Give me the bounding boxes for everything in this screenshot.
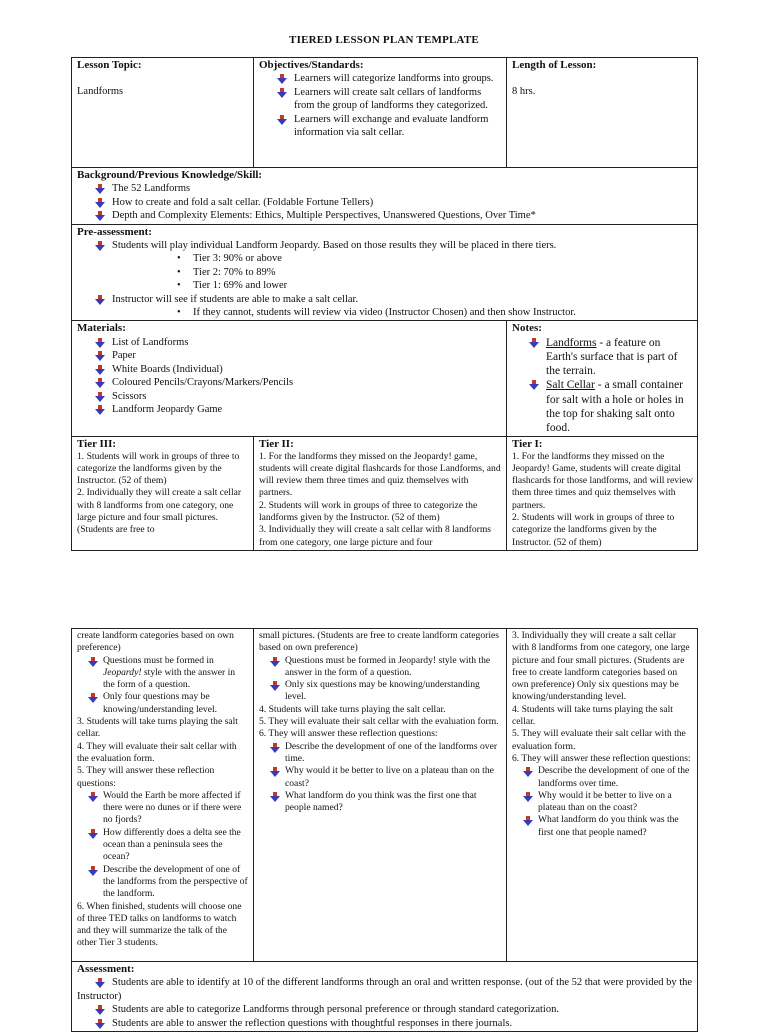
arrow-bullet-icon	[277, 115, 287, 125]
arrow-bullet-icon	[95, 978, 105, 988]
paragraph: 5. They will evaluate their salt cellar with the evaluation form.	[259, 716, 499, 728]
paragraph: 3. Individually they will create a salt cellar with 8 landforms from one category, one large picture and four small pictures. (Students are free to create landform categories based on own preference) Only six questions may be knowing/understanding level.	[512, 630, 690, 703]
arrow-bullet-icon	[95, 338, 105, 348]
paragraph: 4. Students will take turns playing the salt cellar.	[259, 703, 446, 715]
materials-label: Materials:	[77, 322, 126, 335]
arrow-bullet-icon	[270, 681, 280, 691]
arrow-bullet-icon	[95, 405, 105, 415]
list-item: Questions must be formed in Jeopardy! style with the answer in the form of a question.	[77, 655, 249, 692]
arrow-bullet-icon	[270, 743, 280, 753]
list-item: Salt Cellar - a small container for salt with a hole or holes in the top for shaking salt onto food.	[512, 378, 693, 435]
arrow-bullet-icon	[95, 198, 105, 208]
notes-cell	[507, 321, 698, 437]
list-item: Landform Jeopardy Game	[77, 403, 502, 416]
arrow-bullet-icon	[95, 1005, 105, 1015]
background-label: Background/Previous Knowledge/Skill:	[77, 169, 263, 181]
list-item: Students are able to answer the reflection questions with thoughtful responses in there journals.	[77, 1017, 693, 1030]
paragraph: 5. They will evaluate their salt cellar with the evaluation form.	[512, 728, 686, 752]
list-item: Landforms - a feature on Earth's surface that is part of the terrain.	[512, 336, 693, 379]
paragraph: 2. Students will work in groups of three to categorize the landforms given by the Instructor. (52 of them)	[512, 512, 675, 548]
arrow-bullet-icon	[523, 792, 533, 802]
arrow-bullet-icon	[88, 693, 98, 703]
list-item: Would the Earth be more affected if there were no dunes or if there were no fjords?	[77, 790, 249, 827]
list-item: The 52 Landforms	[77, 182, 693, 195]
arrow-bullet-icon	[88, 829, 98, 839]
paragraph: 6. They will answer these reflection questions:	[259, 728, 438, 740]
list-item: Learners will categorize landforms into groups.	[259, 72, 502, 85]
paragraph: 3. Individually they will create a salt cellar with 8 landforms from one category, one large picture and four	[259, 524, 492, 548]
arrow-bullet-icon	[88, 657, 98, 667]
list-item: Only four questions may be knowing/understanding level.	[77, 691, 249, 716]
list-item: Describe the development of one of the landforms over time.	[512, 765, 693, 790]
list-item: What landform do you think was the first one that people named?	[512, 814, 693, 839]
objectives-cell	[254, 58, 507, 168]
tier1-continued-cell	[507, 629, 698, 962]
tier2-label: Tier II:	[259, 438, 294, 451]
arrow-bullet-icon	[529, 380, 539, 390]
list-item: Questions must be formed in Jeopardy! style with the answer in the form of a question.	[259, 655, 502, 680]
list-item: White Boards (Individual)	[77, 363, 502, 376]
list-item: Coloured Pencils/Crayons/Markers/Pencils	[77, 376, 502, 389]
arrow-bullet-icon	[270, 657, 280, 667]
arrow-bullet-icon	[88, 792, 98, 802]
arrow-bullet-icon	[95, 184, 105, 194]
assessment-label: Assessment:	[77, 963, 135, 975]
materials-cell	[72, 321, 507, 437]
paragraph: 6. They will answer these reflection questions:	[512, 752, 691, 764]
arrow-bullet-icon	[95, 211, 105, 221]
paragraph: small pictures. (Students are free to create landform categories based on own preference)	[259, 630, 500, 654]
paragraph: 1. Students will work in groups of three to categorize the landforms given by the Instructor. (52 of them)	[77, 450, 240, 487]
arrow-bullet-icon	[95, 392, 105, 402]
tier2-continued-cell	[254, 629, 507, 962]
list-item: What landform do you think was the first one that people named?	[259, 790, 502, 815]
length-value: 8 hrs.	[512, 86, 536, 98]
list-item: Describe the development of one of the landforms over time.	[259, 741, 502, 766]
paragraph: 4. Students will take turns playing the salt cellar.	[512, 703, 673, 728]
tier1-cell	[507, 437, 698, 551]
list-item: Instructor will see if students are able to make a salt cellar.	[77, 293, 693, 306]
paragraph: 6. When finished, students will choose one of three TED talks on landforms to watch and they will summarize the talk of the other Tier 3 students.	[77, 900, 242, 949]
arrow-bullet-icon	[523, 816, 533, 826]
arrow-bullet-icon	[529, 338, 539, 348]
lesson-topic-value: Landforms	[77, 86, 124, 98]
list-item: Depth and Complexity Elements: Ethics, Multiple Perspectives, Unanswered Questions, Over Time*	[77, 209, 693, 222]
arrow-bullet-icon	[95, 241, 105, 251]
arrow-bullet-icon	[88, 866, 98, 876]
arrow-bullet-icon	[270, 792, 280, 802]
pre-assessment-cell	[72, 224, 698, 321]
list-item: Learners will create salt cellars of landforms from the group of landforms they categorized.	[259, 86, 502, 113]
paragraph: 4. They will evaluate their salt cellar with the evaluation form.	[77, 740, 237, 764]
list-item: Scissors	[77, 390, 502, 403]
list-item: Only six questions may be knowing/understanding level.	[259, 679, 502, 704]
lesson-plan-table-page1	[71, 57, 698, 551]
list-item: Students are able to categorize Landforms through personal preference or through standard categorization.	[77, 1003, 693, 1016]
list-item: • If they cannot, students will review via video (Instructor Chosen) and then show Instructor.	[77, 306, 693, 319]
length-label: Length of Lesson:	[512, 59, 597, 71]
paragraph: 1. For the landforms they missed on the Jeopardy! game, students will create digital flashcards for those Landforms, and will review them three times and quiz themselves with partners.	[259, 450, 501, 499]
paragraph: 2. Individually they will create a salt cellar with 8 landforms from one category, one large picture and four small pictures. (Students are free to	[77, 487, 242, 536]
tier3-label: Tier III:	[77, 438, 117, 451]
objectives-label: Objectives/Standards:	[259, 59, 364, 71]
pre-assessment-label: Pre-assessment:	[77, 225, 152, 238]
list-item: • Tier 2: 70% to 89%	[77, 266, 693, 279]
list-item: List of Landforms	[77, 336, 502, 349]
arrow-bullet-icon	[523, 767, 533, 777]
list-item: • Tier 1: 69% and lower	[77, 279, 693, 292]
assessment-cell	[72, 962, 698, 1032]
lesson-topic-cell	[72, 58, 254, 168]
list-item: Students are able to identify at 10 of the different landforms through an oral and written response. (out of the 52 that were provided by the Instructor)	[77, 977, 693, 1002]
arrow-bullet-icon	[277, 74, 287, 84]
length-cell	[507, 58, 698, 168]
list-item: Learners will exchange and evaluate landform information via salt cellar.	[259, 113, 502, 140]
list-item: Students will play individual Landform Jeopardy. Based on those results they will be placed in there tiers.	[77, 239, 693, 252]
arrow-bullet-icon	[270, 767, 280, 777]
arrow-bullet-icon	[95, 378, 105, 388]
paragraph: 2. Students will work in groups of three to categorize the landforms given by the Instructor. (52 of them)	[259, 499, 478, 524]
arrow-bullet-icon	[95, 295, 105, 305]
arrow-bullet-icon	[277, 88, 287, 98]
paragraph: 5. They will answer these reflection questions:	[77, 765, 215, 789]
paragraph: 1. For the landforms they missed on the Jeopardy! Game, students will create digital flashcards for those landforms, and will review them three times and quiz themselves with partners.	[512, 450, 693, 511]
notes-label: Notes:	[512, 322, 542, 335]
list-item: • Tier 3: 90% or above	[77, 252, 693, 265]
list-item: Describe the development of one of the landforms from the perspective of the landform.	[77, 864, 249, 901]
tier2-cell	[254, 437, 507, 551]
list-item: Why would it be better to live on a plateau than on the coast?	[512, 790, 693, 815]
arrow-bullet-icon	[95, 365, 105, 375]
lesson-plan-table-page2	[71, 628, 698, 1032]
tier1-label: Tier I:	[512, 438, 543, 451]
tier3-cell	[72, 437, 254, 551]
document-title: TIERED LESSON PLAN TEMPLATE	[289, 34, 479, 46]
tier3-continued-cell	[72, 629, 254, 962]
arrow-bullet-icon	[95, 351, 105, 361]
list-item: Why would it be better to live on a plateau than on the coast?	[259, 765, 502, 790]
list-item: How to create and fold a salt cellar. (Foldable Fortune Tellers)	[77, 196, 693, 209]
list-item: How differently does a delta see the ocean than a peninsula sees the ocean?	[77, 827, 249, 864]
paragraph: create landform categories based on own preference)	[77, 630, 234, 654]
list-item: Paper	[77, 349, 502, 362]
lesson-topic-label: Lesson Topic:	[77, 59, 142, 71]
paragraph: 3. Students will take turns playing the salt cellar.	[77, 716, 238, 740]
background-cell	[72, 168, 698, 225]
